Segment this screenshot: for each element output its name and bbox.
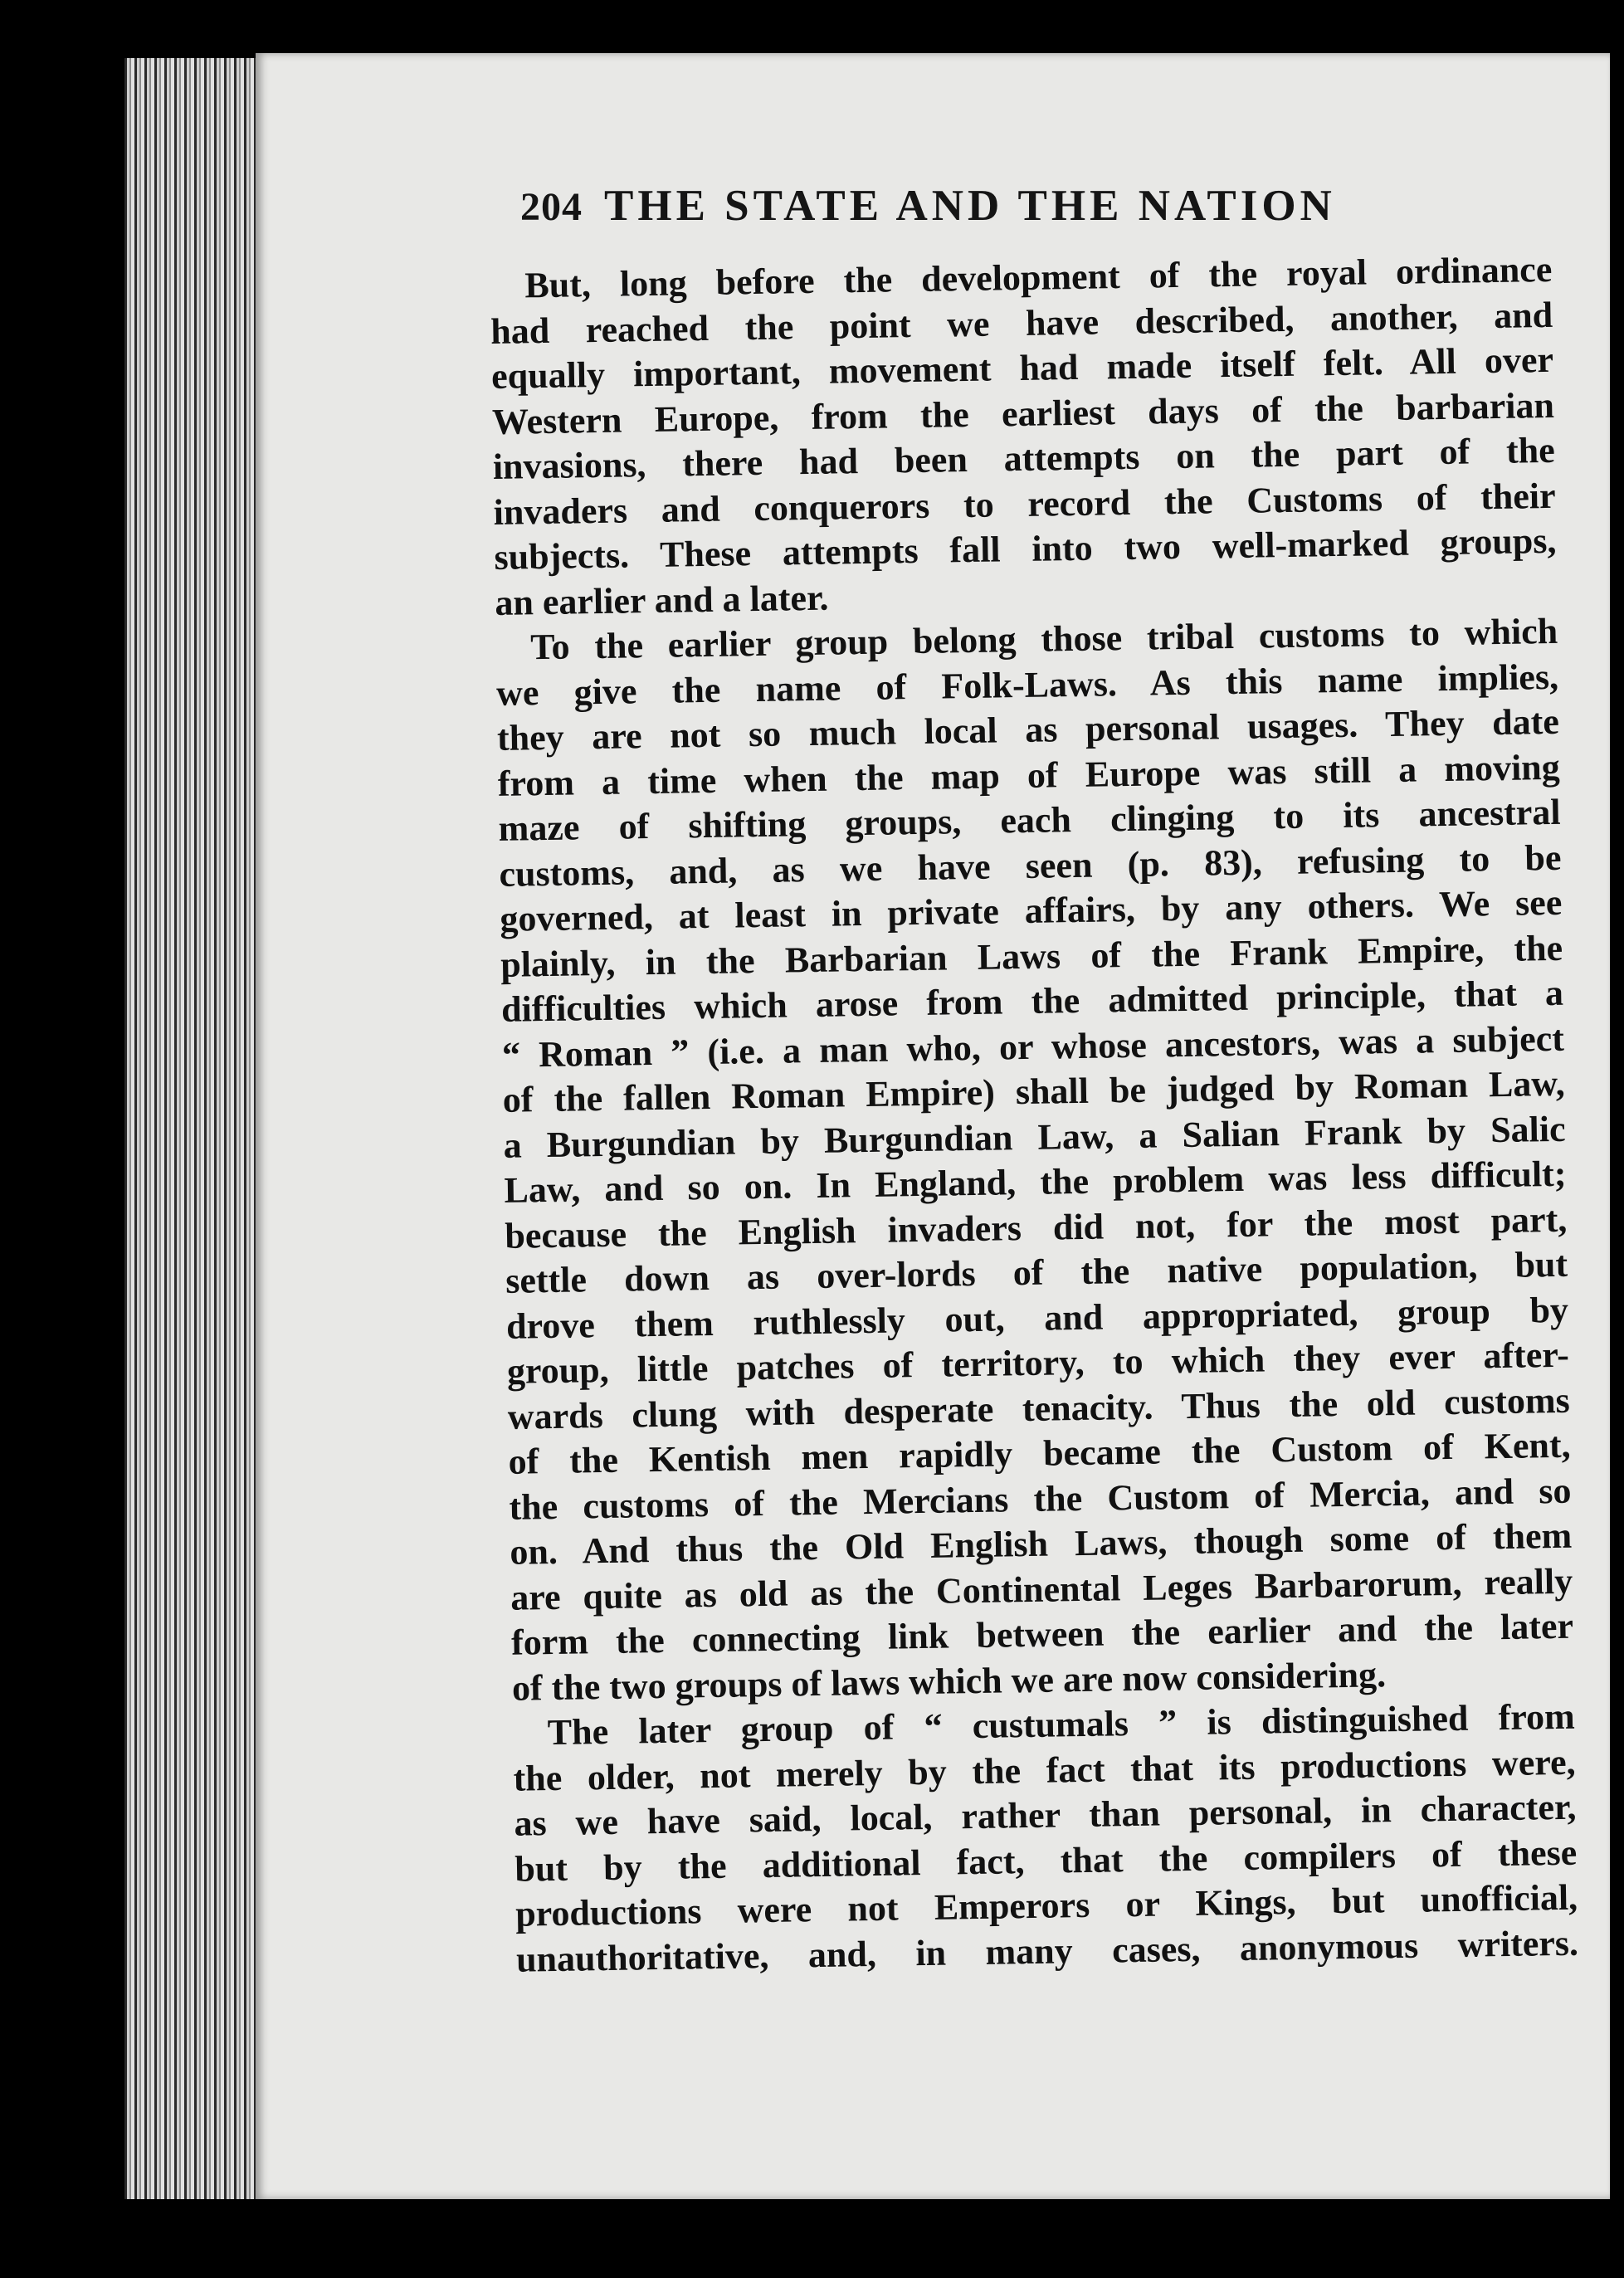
- text-line: an earlier and a later.: [495, 577, 829, 623]
- text-line: Law, and so on. In England, the problem was less difficult;: [504, 1153, 1567, 1211]
- text-line: customs, and, as we have seen (p. 83), refusing to be: [499, 837, 1562, 895]
- text-line: productions were not Emperors or Kings, but unofficial,: [515, 1876, 1578, 1934]
- text-line: form the connecting link between the earlier and the later: [510, 1605, 1574, 1663]
- text-line: the older, not merely by the fact that its productions were,: [513, 1741, 1576, 1799]
- text-line: the customs of the Mercians the Custom of Mercia, and so: [509, 1470, 1572, 1528]
- text-line: had reached the point we have described, another, and: [490, 294, 1553, 352]
- running-title: THE STATE AND THE NATION: [604, 182, 1336, 230]
- text-line: invasions, there had been attempts on the part of the: [492, 429, 1556, 487]
- running-head: [520, 181, 1483, 239]
- text-line: of the two groups of laws which we are now considering.: [511, 1653, 1387, 1709]
- text-line: group, little patches of territory, to which they ever after-: [506, 1334, 1570, 1392]
- text-line: governed, at least in private affairs, by any others. We see: [500, 881, 1563, 939]
- text-line: difficulties which arose from the admitted principle, that a: [500, 972, 1564, 1030]
- text-line: equally important, movement had made itself felt. All over: [490, 339, 1554, 397]
- text-line: wards clung with desperate tenacity. Thus the old customs: [507, 1379, 1571, 1437]
- text-line: invaders and conquerors to record the Customs of their: [493, 475, 1556, 533]
- text-line: we give the name of Folk-Laws. As this name implies,: [495, 656, 1559, 714]
- text-line: “ Roman ” (i.e. a man who, or whose ancestors, was a subject: [501, 1017, 1565, 1076]
- page-edges: [124, 58, 274, 2199]
- text-line: on. And thus the Old English Laws, though some of them: [510, 1515, 1573, 1573]
- text-line: because the English invaders did not, for the most part,: [505, 1198, 1568, 1256]
- text-line: But, long before the development of the royal ordinance: [524, 248, 1553, 306]
- text-line: they are not so much local as personal usages. They date: [496, 700, 1560, 759]
- body-text: [490, 247, 1578, 1983]
- text-line: To the earlier group belong those tribal customs to which: [529, 610, 1558, 668]
- text-line: are quite as old as the Continental Leges Barbarorum, really: [510, 1560, 1573, 1618]
- text-line: plainly, in the Barbarian Laws of the Frank Empire, the: [500, 927, 1563, 985]
- text-line: drove them ruthlessly out, and appropriated, group by: [505, 1289, 1569, 1347]
- text-line: from a time when the map of Europe was still a moving: [497, 746, 1561, 804]
- text-line: of the Kentish men rapidly became the Custom of Kent,: [508, 1424, 1571, 1482]
- text-line: settle down as over-lords of the native population, but: [505, 1243, 1568, 1301]
- text-line: as we have said, local, rather than personal, in character,: [514, 1786, 1577, 1844]
- text-line: a Burgundian by Burgundian Law, a Salian Frank by Salic: [503, 1108, 1566, 1166]
- text-line: but by the additional fact, that the compilers of these: [514, 1832, 1578, 1890]
- text-line: Western Europe, from the earliest days of the barbarian: [491, 384, 1555, 442]
- text-line: maze of shifting groups, each clinging to its ancestral: [498, 791, 1561, 849]
- text-line: subjects. These attempts fall into two well-marked groups,: [494, 520, 1557, 578]
- text-line: of the fallen Roman Empire) shall be judged by Roman Law,: [502, 1062, 1566, 1120]
- text-line: The later group of “ custumals ” is distinguished from: [547, 1695, 1576, 1754]
- text-line: unauthoritative, and, in many cases, anonymous writers.: [515, 1922, 1579, 1980]
- page-number: 204: [520, 185, 583, 229]
